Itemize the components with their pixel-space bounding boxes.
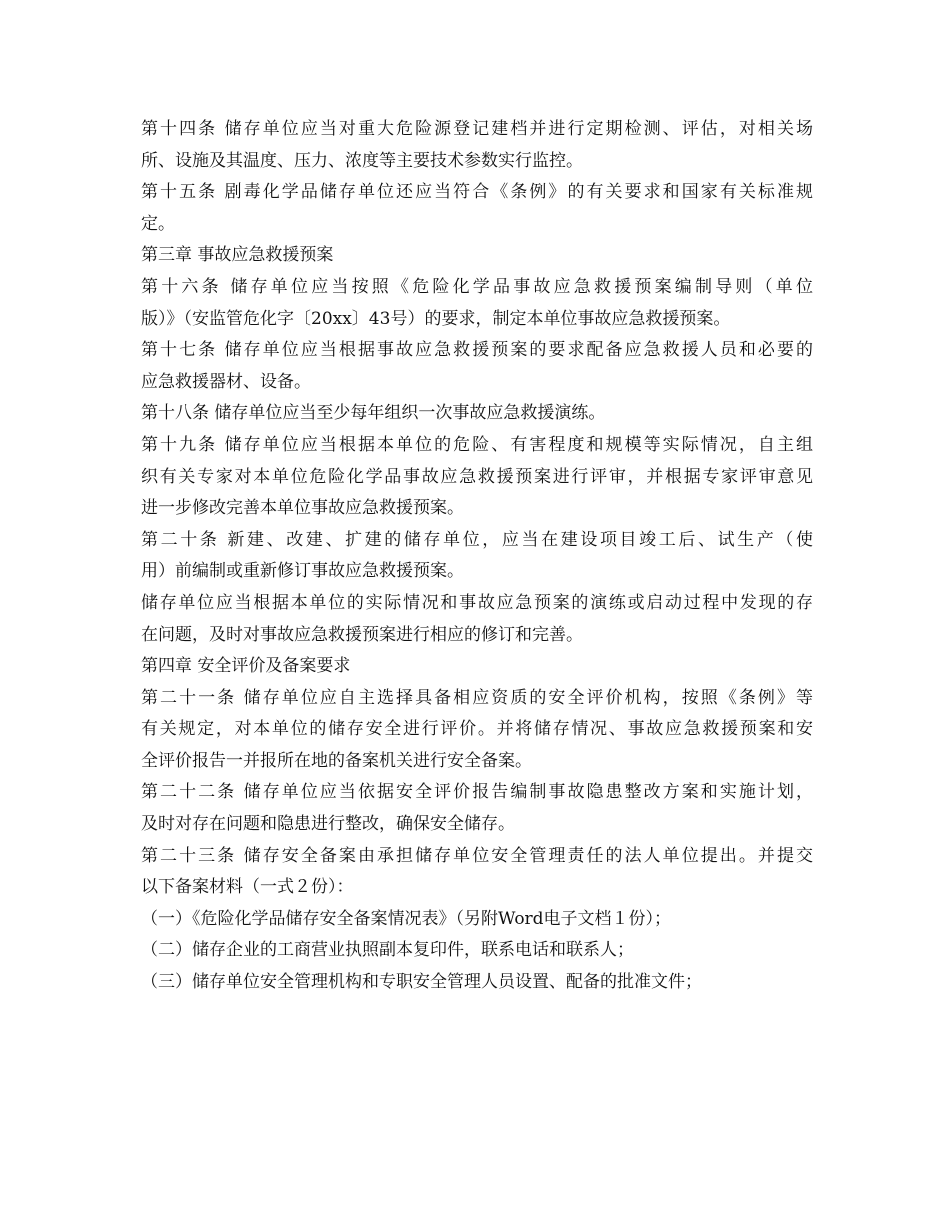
article-22-line-2: 及时对存在问题和隐患进行整改，确保安全储存。: [141, 814, 515, 835]
article-23-line-1: 第二十三条 储存安全备案由承担储存单位安全管理责任的法人单位提出。并提交: [141, 845, 813, 866]
article-18-line-1: 第十八条 储存单位应当至少每年组织一次事故应急救援演练。: [141, 403, 606, 424]
article-17-line-2: 应急救援器材、设备。: [141, 371, 311, 392]
article-19-line-3: 进一步修改完善本单位事故应急救援预案。: [141, 498, 464, 519]
article-21-line-3: 全评价报告一并报所在地的备案机关进行安全备案。: [141, 750, 532, 771]
list-item-2: （二）储存企业的工商营业执照副本复印件，联系电话和联系人；: [141, 940, 634, 961]
article-14-line-2: 所、设施及其温度、压力、浓度等主要技术参数实行监控。: [141, 150, 583, 171]
paragraph-line-2: 在问题，及时对事故应急救援预案进行相应的修订和完善。: [141, 624, 583, 645]
document-page: [141, 114, 813, 999]
article-19-line-2: 织有关专家对本单位危险化学品事故应急救援预案进行评审，并根据专家评审意见: [141, 466, 813, 487]
article-16-line-1: 第十六条 储存单位应当按照《危险化学品事故应急救援预案编制导则（单位: [141, 276, 813, 297]
chapter-4-heading: 第四章 安全评价及备案要求: [141, 656, 351, 677]
list-item-3: （三）储存单位安全管理机构和专职安全管理人员设置、配备的批准文件；: [141, 972, 702, 993]
article-15-line-1: 第十五条 剧毒化学品储存单位还应当符合《条例》的有关要求和国家有关标准规: [141, 182, 813, 203]
article-21-line-1: 第二十一条 储存单位应自主选择具备相应资质的安全评价机构，按照《条例》等: [141, 687, 813, 708]
article-20-line-1: 第二十条 新建、改建、扩建的储存单位，应当在建设项目竣工后、试生产（使: [141, 529, 813, 550]
article-17-line-1: 第十七条 储存单位应当根据事故应急救援预案的要求配备应急救援人员和必要的: [141, 340, 813, 361]
article-20-line-2: 用）前编制或重新修订事故应急救援预案。: [141, 561, 464, 582]
article-22-line-1: 第二十二条 储存单位应当依据安全评价报告编制事故隐患整改方案和实施计划，: [141, 782, 813, 803]
article-14-line-1: 第十四条 储存单位应当对重大危险源登记建档并进行定期检测、评估，对相关场: [141, 119, 813, 139]
article-16-line-2: 版）》（安监管危化字〔20xx〕43号）的要求，制定本单位事故应急救援预案。: [141, 308, 731, 329]
article-15-line-2: 定。: [141, 213, 175, 234]
article-21-line-2: 有关规定，对本单位的储存安全进行评价。并将储存情况、事故应急救援预案和安: [141, 719, 813, 740]
chapter-3-heading: 第三章 事故应急救援预案: [141, 245, 334, 266]
paragraph-line-1: 储存单位应当根据本单位的实际情况和事故应急预案的演练或启动过程中发现的存: [141, 592, 813, 613]
list-item-1: （一）《危险化学品储存安全备案情况表》（另附Word电子文档１份）；: [141, 908, 672, 929]
article-23-line-2: 以下备案材料（一式２份）：: [141, 877, 354, 898]
article-19-line-1: 第十九条 储存单位应当根据本单位的危险、有害程度和规模等实际情况，自主组: [141, 434, 813, 455]
